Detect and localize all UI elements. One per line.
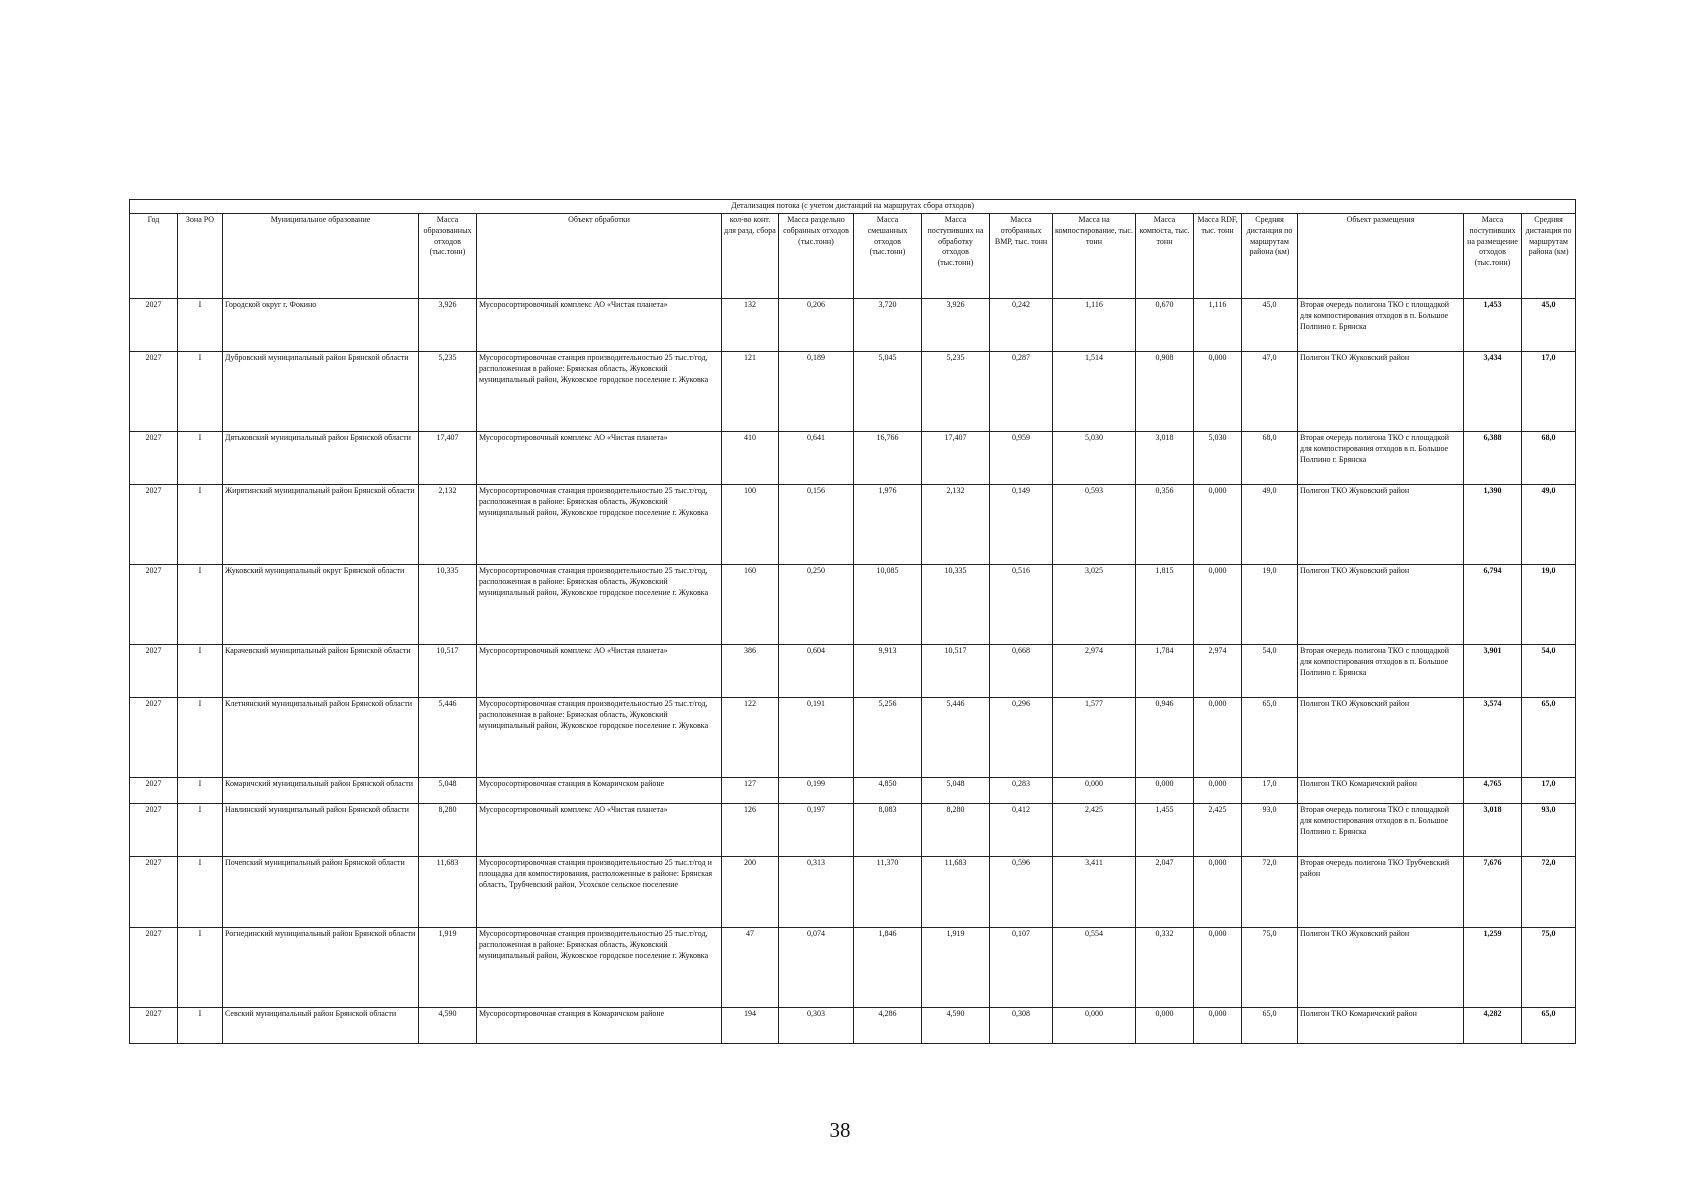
zone-cell: I [178, 928, 223, 1008]
mixed-mass-cell: 1,976 [854, 485, 922, 565]
table-row [130, 804, 1576, 857]
disposal-facility-cell: Полигон ТКО Жуковский район [1298, 352, 1464, 432]
col-header-compost-mass: Масса компоста, тыс. тонн [1136, 214, 1194, 299]
year-cell: 2027 [130, 565, 178, 645]
avg-distance-cell: 65,0 [1242, 1008, 1298, 1044]
processed-mass-cell: 17,407 [922, 432, 990, 485]
rdf-mass-cell: 2,974 [1194, 645, 1242, 698]
municipality-cell: Жирятинский муниципальный район Брянской области [223, 485, 419, 565]
col-header-avg-distance-2: Средняя дистанция по маршрутам района (км) [1522, 214, 1576, 299]
zone-cell: I [178, 1008, 223, 1044]
compost-mass-cell: 0,908 [1136, 352, 1194, 432]
mixed-mass-cell: 8,083 [854, 804, 922, 857]
zone-cell: I [178, 432, 223, 485]
separate-mass-cell: 0,641 [779, 432, 854, 485]
municipality-cell: Городской округ г. Фокино [223, 299, 419, 352]
recyclables-mass-cell: 0,596 [990, 857, 1053, 928]
processing-facility-cell: Мусоросортировочная станция производительностью 25 тыс.т/год, расположенная в районе: Брянская область, Жуковский муниципальный район, Жуковское городское поселение г. Жуковка [477, 352, 722, 432]
processed-mass-cell: 5,048 [922, 778, 990, 804]
table-caption: Детализация потока (с учетом дистанций на маршрутах сбора отходов) [130, 200, 1576, 214]
col-header-processing-facility: Объект обработки [477, 214, 722, 299]
separate-mass-cell: 0,191 [779, 698, 854, 778]
container-count-cell: 132 [722, 299, 779, 352]
recyclables-mass-cell: 0,959 [990, 432, 1053, 485]
avg-distance-2-cell: 68,0 [1522, 432, 1576, 485]
separate-mass-cell: 0,250 [779, 565, 854, 645]
disposal-mass-cell: 3,434 [1464, 352, 1522, 432]
table-row [130, 299, 1576, 352]
compost-mass-cell: 0,000 [1136, 778, 1194, 804]
mixed-mass-cell: 4,850 [854, 778, 922, 804]
avg-distance-cell: 17,0 [1242, 778, 1298, 804]
rdf-mass-cell: 2,425 [1194, 804, 1242, 857]
municipality-cell: Жуковский муниципальный округ Брянской области [223, 565, 419, 645]
recyclables-mass-cell: 0,242 [990, 299, 1053, 352]
compost-mass-cell: 1,815 [1136, 565, 1194, 645]
generated-mass-cell: 4,590 [419, 1008, 477, 1044]
compost-mass-cell: 1,455 [1136, 804, 1194, 857]
separate-mass-cell: 0,199 [779, 778, 854, 804]
processing-facility-cell: Мусоросортировочный комплекс АО «Чистая планета» [477, 299, 722, 352]
generated-mass-cell: 3,926 [419, 299, 477, 352]
rdf-mass-cell: 0,000 [1194, 1008, 1242, 1044]
container-count-cell: 47 [722, 928, 779, 1008]
year-cell: 2027 [130, 485, 178, 565]
mixed-mass-cell: 11,370 [854, 857, 922, 928]
municipality-cell: Навлинский муниципальный район Брянской области [223, 804, 419, 857]
separate-mass-cell: 0,197 [779, 804, 854, 857]
flow-detail-table [129, 199, 1576, 1044]
avg-distance-2-cell: 17,0 [1522, 778, 1576, 804]
avg-distance-2-cell: 65,0 [1522, 1008, 1576, 1044]
avg-distance-2-cell: 49,0 [1522, 485, 1576, 565]
separate-mass-cell: 0,303 [779, 1008, 854, 1044]
disposal-mass-cell: 1,453 [1464, 299, 1522, 352]
col-header-municipality: Муниципальное образование [223, 214, 419, 299]
composting-mass-cell: 3,411 [1053, 857, 1136, 928]
rdf-mass-cell: 0,000 [1194, 352, 1242, 432]
separate-mass-cell: 0,189 [779, 352, 854, 432]
processed-mass-cell: 10,517 [922, 645, 990, 698]
container-count-cell: 122 [722, 698, 779, 778]
container-count-cell: 194 [722, 1008, 779, 1044]
avg-distance-2-cell: 93,0 [1522, 804, 1576, 857]
processed-mass-cell: 8,280 [922, 804, 990, 857]
zone-cell: I [178, 645, 223, 698]
container-count-cell: 410 [722, 432, 779, 485]
processed-mass-cell: 5,235 [922, 352, 990, 432]
recyclables-mass-cell: 0,283 [990, 778, 1053, 804]
rdf-mass-cell: 0,000 [1194, 928, 1242, 1008]
disposal-mass-cell: 3,574 [1464, 698, 1522, 778]
processed-mass-cell: 4,590 [922, 1008, 990, 1044]
avg-distance-cell: 72,0 [1242, 857, 1298, 928]
mixed-mass-cell: 10,085 [854, 565, 922, 645]
col-header-recyclables-mass: Масса отобранных ВМР, тыс. тонн [990, 214, 1053, 299]
avg-distance-2-cell: 72,0 [1522, 857, 1576, 928]
rdf-mass-cell: 0,000 [1194, 698, 1242, 778]
composting-mass-cell: 2,425 [1053, 804, 1136, 857]
compost-mass-cell: 0,670 [1136, 299, 1194, 352]
processing-facility-cell: Мусоросортировочная станция производительностью 25 тыс.т/год и площадка для компостирования, расположенные в районе: Брянская область, Трубчевский район, Усохское сельское поселение [477, 857, 722, 928]
year-cell: 2027 [130, 1008, 178, 1044]
zone-cell: I [178, 565, 223, 645]
avg-distance-2-cell: 45,0 [1522, 299, 1576, 352]
separate-mass-cell: 0,156 [779, 485, 854, 565]
recyclables-mass-cell: 0,287 [990, 352, 1053, 432]
processed-mass-cell: 11,683 [922, 857, 990, 928]
col-header-container-count: кол-во конт. для разд. сбора [722, 214, 779, 299]
generated-mass-cell: 2,132 [419, 485, 477, 565]
table-body [130, 299, 1576, 1044]
disposal-facility-cell: Вторая очередь полигона ТКО с площадкой для компостирования отходов в п. Большое Полпино г. Брянска [1298, 432, 1464, 485]
year-cell: 2027 [130, 804, 178, 857]
container-count-cell: 160 [722, 565, 779, 645]
col-header-composting-mass: Масса на компостирование, тыс. тонн [1053, 214, 1136, 299]
mixed-mass-cell: 4,286 [854, 1008, 922, 1044]
table-row [130, 698, 1576, 778]
recyclables-mass-cell: 0,412 [990, 804, 1053, 857]
table-row [130, 352, 1576, 432]
avg-distance-cell: 47,0 [1242, 352, 1298, 432]
year-cell: 2027 [130, 698, 178, 778]
mixed-mass-cell: 5,045 [854, 352, 922, 432]
table-row [130, 485, 1576, 565]
separate-mass-cell: 0,604 [779, 645, 854, 698]
processing-facility-cell: Мусоросортировочный комплекс АО «Чистая планета» [477, 804, 722, 857]
composting-mass-cell: 1,577 [1053, 698, 1136, 778]
avg-distance-cell: 93,0 [1242, 804, 1298, 857]
zone-cell: I [178, 778, 223, 804]
rdf-mass-cell: 0,000 [1194, 778, 1242, 804]
avg-distance-2-cell: 54,0 [1522, 645, 1576, 698]
processed-mass-cell: 3,926 [922, 299, 990, 352]
avg-distance-2-cell: 75,0 [1522, 928, 1576, 1008]
col-header-avg-distance: Средняя дистанция по маршрутам района (км) [1242, 214, 1298, 299]
compost-mass-cell: 0,356 [1136, 485, 1194, 565]
table-row [130, 645, 1576, 698]
disposal-facility-cell: Полигон ТКО Жуковский район [1298, 928, 1464, 1008]
processed-mass-cell: 1,919 [922, 928, 990, 1008]
avg-distance-cell: 75,0 [1242, 928, 1298, 1008]
year-cell: 2027 [130, 299, 178, 352]
processing-facility-cell: Мусоросортировочная станция в Комаричском районе [477, 1008, 722, 1044]
processing-facility-cell: Мусоросортировочная станция в Комаричском районе [477, 778, 722, 804]
zone-cell: I [178, 352, 223, 432]
processed-mass-cell: 10,335 [922, 565, 990, 645]
processing-facility-cell: Мусоросортировочная станция производительностью 25 тыс.т/год, расположенная в районе: Брянская область, Жуковский муниципальный район, Жуковское городское поселение г. Жуковка [477, 485, 722, 565]
compost-mass-cell: 1,784 [1136, 645, 1194, 698]
disposal-mass-cell: 4,765 [1464, 778, 1522, 804]
composting-mass-cell: 3,025 [1053, 565, 1136, 645]
zone-cell: I [178, 857, 223, 928]
composting-mass-cell: 1,116 [1053, 299, 1136, 352]
avg-distance-2-cell: 17,0 [1522, 352, 1576, 432]
col-header-disposal-facility: Объект размещения [1298, 214, 1464, 299]
disposal-facility-cell: Полигон ТКО Жуковский район [1298, 698, 1464, 778]
disposal-mass-cell: 1,390 [1464, 485, 1522, 565]
generated-mass-cell: 8,280 [419, 804, 477, 857]
table-row [130, 432, 1576, 485]
municipality-cell: Почепский муниципальный район Брянской области [223, 857, 419, 928]
generated-mass-cell: 10,335 [419, 565, 477, 645]
col-header-year: Год [130, 214, 178, 299]
container-count-cell: 121 [722, 352, 779, 432]
composting-mass-cell: 0,000 [1053, 778, 1136, 804]
disposal-mass-cell: 3,018 [1464, 804, 1522, 857]
disposal-facility-cell: Вторая очередь полигона ТКО с площадкой для компостирования отходов в п. Большое Полпино г. Брянска [1298, 645, 1464, 698]
avg-distance-2-cell: 65,0 [1522, 698, 1576, 778]
disposal-mass-cell: 7,676 [1464, 857, 1522, 928]
disposal-mass-cell: 1,259 [1464, 928, 1522, 1008]
disposal-facility-cell: Полигон ТКО Жуковский район [1298, 565, 1464, 645]
generated-mass-cell: 1,919 [419, 928, 477, 1008]
municipality-cell: Дятьковский муниципальный район Брянской области [223, 432, 419, 485]
avg-distance-cell: 19,0 [1242, 565, 1298, 645]
col-header-mixed-mass: Масса смешанных отходов (тыс.тонн) [854, 214, 922, 299]
generated-mass-cell: 5,235 [419, 352, 477, 432]
generated-mass-cell: 11,683 [419, 857, 477, 928]
col-header-separate-mass: Масса раздельно собранных отходов (тыс.тонн) [779, 214, 854, 299]
zone-cell: I [178, 485, 223, 565]
recyclables-mass-cell: 0,107 [990, 928, 1053, 1008]
avg-distance-cell: 54,0 [1242, 645, 1298, 698]
processing-facility-cell: Мусоросортировочная станция производительностью 25 тыс.т/год, расположенная в районе: Брянская область, Жуковский муниципальный район, Жуковское городское поселение г. Жуковка [477, 698, 722, 778]
mixed-mass-cell: 3,720 [854, 299, 922, 352]
composting-mass-cell: 1,514 [1053, 352, 1136, 432]
compost-mass-cell: 2,047 [1136, 857, 1194, 928]
rdf-mass-cell: 0,000 [1194, 857, 1242, 928]
recyclables-mass-cell: 0,308 [990, 1008, 1053, 1044]
disposal-mass-cell: 4,282 [1464, 1008, 1522, 1044]
disposal-facility-cell: Полигон ТКО Жуковский район [1298, 485, 1464, 565]
table-row [130, 857, 1576, 928]
compost-mass-cell: 3,018 [1136, 432, 1194, 485]
mixed-mass-cell: 16,766 [854, 432, 922, 485]
col-header-processed-mass: Масса поступивших на обработку отходов (тыс.тонн) [922, 214, 990, 299]
disposal-facility-cell: Полигон ТКО Комаричский район [1298, 778, 1464, 804]
separate-mass-cell: 0,206 [779, 299, 854, 352]
year-cell: 2027 [130, 645, 178, 698]
disposal-facility-cell: Вторая очередь полигона ТКО с площадкой для компостирования отходов в п. Большое Полпино г. Брянска [1298, 299, 1464, 352]
municipality-cell: Комаричский муниципальный район Брянской области [223, 778, 419, 804]
avg-distance-2-cell: 19,0 [1522, 565, 1576, 645]
compost-mass-cell: 0,000 [1136, 1008, 1194, 1044]
container-count-cell: 386 [722, 645, 779, 698]
mixed-mass-cell: 1,846 [854, 928, 922, 1008]
generated-mass-cell: 5,048 [419, 778, 477, 804]
recyclables-mass-cell: 0,296 [990, 698, 1053, 778]
processed-mass-cell: 2,132 [922, 485, 990, 565]
generated-mass-cell: 5,446 [419, 698, 477, 778]
table-row [130, 778, 1576, 804]
avg-distance-cell: 68,0 [1242, 432, 1298, 485]
recyclables-mass-cell: 0,516 [990, 565, 1053, 645]
recyclables-mass-cell: 0,668 [990, 645, 1053, 698]
avg-distance-cell: 49,0 [1242, 485, 1298, 565]
container-count-cell: 126 [722, 804, 779, 857]
col-header-rdf-mass: Масса RDF, тыс. тонн [1194, 214, 1242, 299]
disposal-mass-cell: 3,901 [1464, 645, 1522, 698]
mixed-mass-cell: 9,913 [854, 645, 922, 698]
rdf-mass-cell: 0,000 [1194, 565, 1242, 645]
year-cell: 2027 [130, 857, 178, 928]
processing-facility-cell: Мусоросортировочная станция производительностью 25 тыс.т/год, расположенная в районе: Брянская область, Жуковский муниципальный район, Жуковское городское поселение г. Жуковка [477, 565, 722, 645]
avg-distance-cell: 45,0 [1242, 299, 1298, 352]
municipality-cell: Карачевский муниципальный район Брянской области [223, 645, 419, 698]
processing-facility-cell: Мусоросортировочный комплекс АО «Чистая планета» [477, 432, 722, 485]
col-header-generated-mass: Масса образованных отходов (тыс.тонн) [419, 214, 477, 299]
disposal-mass-cell: 6,794 [1464, 565, 1522, 645]
col-header-disposal-mass: Масса поступивших на размещение отходов (тыс.тонн) [1464, 214, 1522, 299]
recyclables-mass-cell: 0,149 [990, 485, 1053, 565]
generated-mass-cell: 10,517 [419, 645, 477, 698]
container-count-cell: 100 [722, 485, 779, 565]
disposal-facility-cell: Полигон ТКО Комаричский район [1298, 1008, 1464, 1044]
composting-mass-cell: 2,974 [1053, 645, 1136, 698]
municipality-cell: Клетнянский муниципальный район Брянской области [223, 698, 419, 778]
rdf-mass-cell: 5,030 [1194, 432, 1242, 485]
disposal-mass-cell: 6,388 [1464, 432, 1522, 485]
rdf-mass-cell: 0,000 [1194, 485, 1242, 565]
municipality-cell: Дубровский муниципальный район Брянской области [223, 352, 419, 432]
composting-mass-cell: 0,593 [1053, 485, 1136, 565]
mixed-mass-cell: 5,256 [854, 698, 922, 778]
table-row [130, 1008, 1576, 1044]
table-row [130, 928, 1576, 1008]
table-row [130, 565, 1576, 645]
disposal-facility-cell: Вторая очередь полигона ТКО Трубчевский район [1298, 857, 1464, 928]
processing-facility-cell: Мусоросортировочный комплекс АО «Чистая планета» [477, 645, 722, 698]
processed-mass-cell: 5,446 [922, 698, 990, 778]
year-cell: 2027 [130, 352, 178, 432]
year-cell: 2027 [130, 778, 178, 804]
container-count-cell: 200 [722, 857, 779, 928]
col-header-zone: Зона РО [178, 214, 223, 299]
municipality-cell: Рогнединский муниципальный район Брянской области [223, 928, 419, 1008]
municipality-cell: Севский муниципальный район Брянской области [223, 1008, 419, 1044]
rdf-mass-cell: 1,116 [1194, 299, 1242, 352]
zone-cell: I [178, 804, 223, 857]
composting-mass-cell: 0,554 [1053, 928, 1136, 1008]
year-cell: 2027 [130, 432, 178, 485]
compost-mass-cell: 0,332 [1136, 928, 1194, 1008]
compost-mass-cell: 0,946 [1136, 698, 1194, 778]
year-cell: 2027 [130, 928, 178, 1008]
separate-mass-cell: 0,313 [779, 857, 854, 928]
disposal-facility-cell: Вторая очередь полигона ТКО с площадкой для компостирования отходов в п. Большое Полпино г. Брянска [1298, 804, 1464, 857]
separate-mass-cell: 0,074 [779, 928, 854, 1008]
container-count-cell: 127 [722, 778, 779, 804]
zone-cell: I [178, 299, 223, 352]
page-number: 38 [829, 1118, 851, 1142]
generated-mass-cell: 17,407 [419, 432, 477, 485]
composting-mass-cell: 0,000 [1053, 1008, 1136, 1044]
processing-facility-cell: Мусоросортировочная станция производительностью 25 тыс.т/год, расположенная в районе: Брянская область, Жуковский муниципальный район, Жуковское городское поселение г. Жуковка [477, 928, 722, 1008]
avg-distance-cell: 65,0 [1242, 698, 1298, 778]
composting-mass-cell: 5,030 [1053, 432, 1136, 485]
zone-cell: I [178, 698, 223, 778]
